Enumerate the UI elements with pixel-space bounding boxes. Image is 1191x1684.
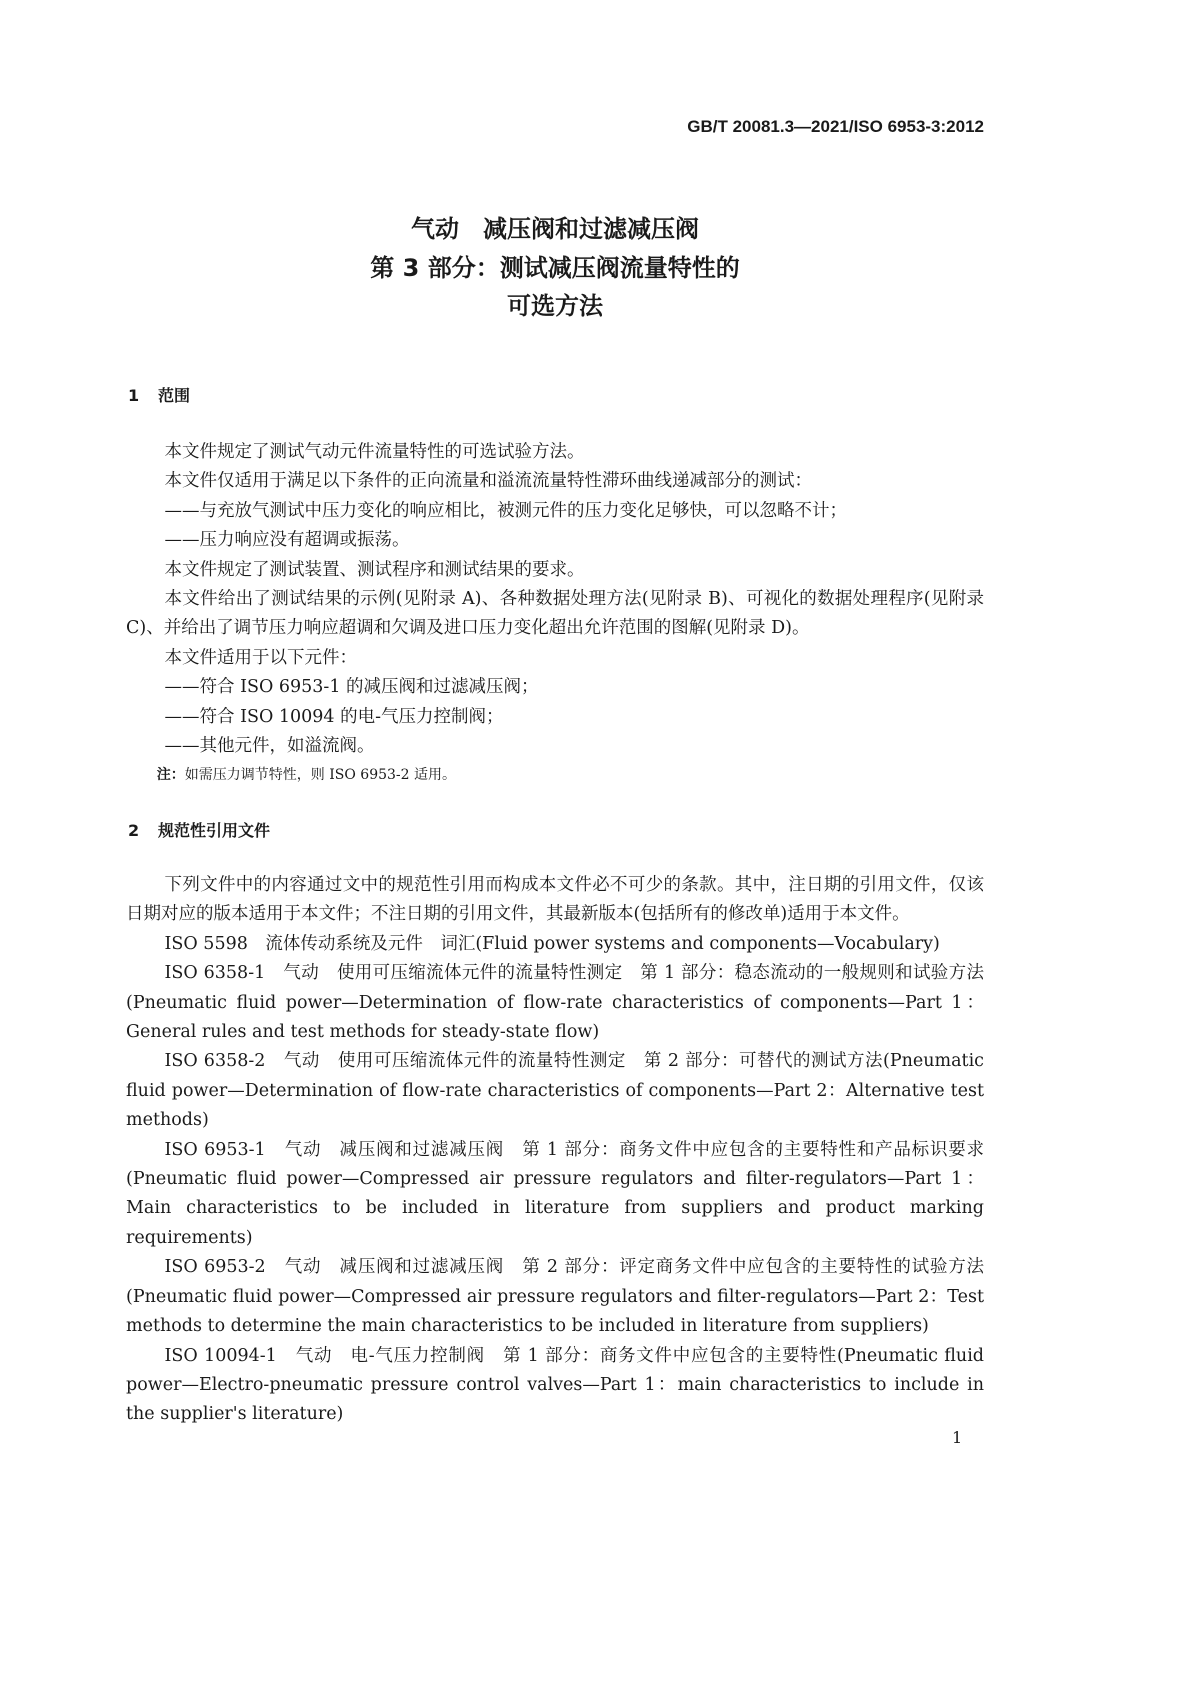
reference-item: ISO 6953-1 气动 减压阀和过滤减压阀 第 1 部分：商务文件中应包含的主要特性和产品标识要求(Pneumatic fluid power—Compressed air pressure regulators and filter-regulators—Part 1：Main characteristics to be included in literature from suppliers and product marking requirements) (126, 1139, 984, 1248)
paragraph: 本文件规定了测试装置、测试程序和测试结果的要求。 (164, 559, 585, 580)
document-code-header: GB/T 20081.3—2021/ISO 6953-3:2012 (687, 117, 984, 136)
list-item: ——其他元件，如溢流阀。 (164, 736, 375, 757)
section-title: 规范性引用文件 (158, 821, 271, 840)
list-item: ——与充放气测试中压力变化的响应相比，被测元件的压力变化足够快，可以忽略不计； (164, 500, 847, 521)
list-item: ——符合 ISO 6953-1 的减压阀和过滤减压阀； (164, 677, 539, 698)
section-1-heading (128, 383, 190, 406)
section-2-heading (128, 818, 270, 841)
list-item: ——压力响应没有超调或振荡。 (164, 530, 410, 551)
reference-item: ISO 6358-1 气动 使用可压缩流体元件的流量特性测定 第 1 部分：稳态流动的一般规则和试验方法(Pneumatic fluid power—Determination of flow-rate characteristics of components—Part 1：General rules and test methods for steady-state flow) (126, 963, 984, 1043)
reference-item: ISO 10094-1 气动 电-气压力控制阀 第 1 部分：商务文件中应包含的主要特性(Pneumatic fluid power—Electro-pneumatic pressure control valves—Part 1：main characteristics to include in the supplier's literature) (126, 1345, 984, 1425)
paragraph: 下列文件中的内容通过文中的规范性引用而构成本文件必不可少的条款。其中，注日期的引用文件，仅该日期对应的版本适用于本文件；不注日期的引用文件，其最新版本(包括所有的修改单)适用于本文件。 (126, 875, 984, 925)
paragraph: 本文件规定了测试气动元件流量特性的可选试验方法。 (164, 442, 585, 462)
title-line: 气动 减压阀和过滤减压阀 (411, 215, 699, 243)
page-number: 1 (952, 1428, 963, 1447)
section-number: 2 (128, 821, 140, 840)
note-text: 如需压力调节特性，则 ISO 6953-2 适用。 (184, 767, 457, 784)
paragraph: 本文件仅适用于满足以下条件的正向流量和溢流流量特性滞环曲线递减部分的测试： (164, 471, 812, 492)
document-title (0, 210, 1110, 326)
reference-item: ISO 6358-2 气动 使用可压缩流体元件的流量特性测定 第 2 部分：可替代的测试方法(Pneumatic fluid power—Determination of flow-rate characteristics of components—Part 2：Alternative test methods) (126, 1051, 984, 1131)
title-line: 可选方法 (507, 292, 603, 320)
reference-item: ISO 5598 流体传动系统及元件 词汇(Fluid power systems and components—Vocabulary) (164, 933, 940, 954)
section-2-body (126, 871, 984, 1430)
section-title: 范围 (158, 386, 191, 405)
section-number: 1 (128, 386, 140, 405)
note-label: 注： (156, 767, 185, 784)
list-item: ——符合 ISO 10094 的电-气压力控制阀； (164, 706, 504, 727)
paragraph: 本文件适用于以下元件： (164, 647, 357, 668)
note (126, 761, 984, 790)
title-line: 第 3 部分：测试减压阀流量特性的 (370, 253, 740, 282)
reference-item: ISO 6953-2 气动 减压阀和过滤减压阀 第 2 部分：评定商务文件中应包含的主要特性的试验方法(Pneumatic fluid power—Compressed air pressure regulators and filter-regulators—Part 2：Test methods to determine the main characteristics to be included in literature from suppliers) (126, 1257, 984, 1337)
section-1-body (126, 438, 984, 790)
paragraph: 本文件给出了测试结果的示例(见附录 A)、各种数据处理方法(见附录 B)、可视化的数据处理程序(见附录 C)、并给出了调节压力响应超调和欠调及进口压力变化超出允许范围的图解(见附录 D)。 (126, 589, 984, 639)
